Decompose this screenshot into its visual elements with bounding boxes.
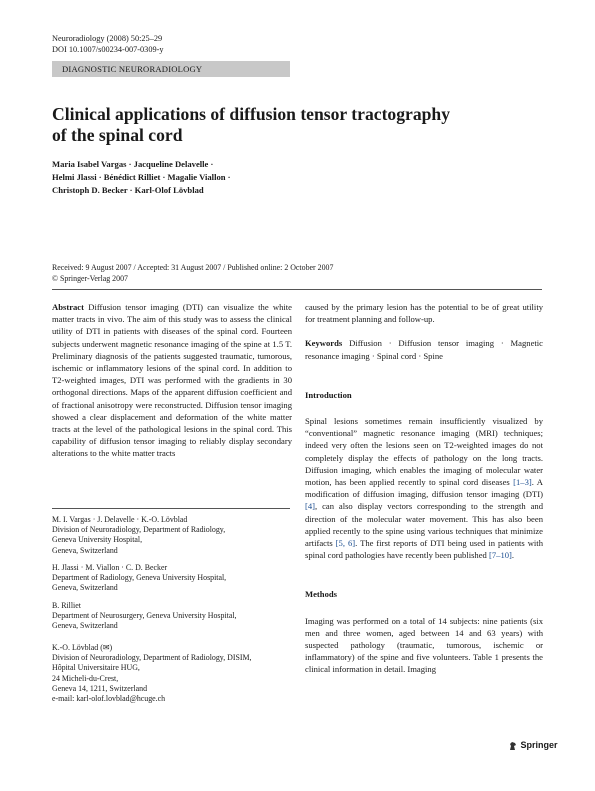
affiliation-names: H. Jlassi · M. Viallon · C. D. Becker: [52, 563, 168, 572]
citation-link[interactable]: [7–10]: [489, 550, 512, 561]
affiliation-email[interactable]: e-mail: karl-olof.lovblad@hcuge.ch: [52, 694, 166, 704]
intro-text-part: , can also display vectors corresponding to the strength and direction of the molecular water movement. This has also been applied recently to the spine using various techniques that minimize artifacts: [305, 501, 543, 549]
abstract: [52, 301, 292, 460]
affiliation-line: Division of Neuroradiology, Department of Radiology, DISIM,: [52, 653, 252, 663]
affiliation-line: Geneva, Switzerland: [52, 583, 118, 593]
author-list: [52, 158, 352, 197]
affiliation-line: Geneva University Hospital,: [52, 535, 143, 545]
author-line-3: Christoph D. Becker · Karl-Olof Lövblad: [52, 185, 204, 195]
affiliation-line: Hôpital Universitaire HUG,: [52, 663, 140, 673]
intro-text-part: Spinal lesions sometimes remain insufficiently visualized by “conventional” magnetic resonance imaging (MRI) techniques; indeed very often the lesions seen on T2-weighted images do not completely display the effects of pathology on the long tracts. Diffusion imaging, which enables the imaging of molecular water motion, has been applied recently to spinal cord diseases: [305, 416, 543, 488]
abstract-heading: Abstract: [52, 302, 84, 312]
methods-heading: Methods: [305, 589, 337, 600]
affiliation-line: Geneva 14, 1211, Switzerland: [52, 683, 148, 693]
affiliation-line: Geneva, Switzerland: [52, 621, 118, 631]
keywords: [305, 337, 543, 361]
citation-link[interactable]: [5, 6]: [335, 538, 356, 549]
copyright: © Springer-Verlag 2007: [52, 274, 128, 283]
affiliation-line: 24 Micheli-du-Crest,: [52, 673, 119, 683]
affiliation-1: [52, 515, 292, 556]
article-title: [52, 104, 512, 146]
intro-text-part: .: [511, 550, 515, 561]
affiliation-line: Department of Neurosurgery, Geneva University Hospital,: [52, 611, 237, 621]
affiliation-3: [52, 601, 292, 632]
journal-citation: Neuroradiology (2008) 50:25–29: [52, 34, 163, 43]
divider: [52, 289, 542, 290]
right-column: [305, 301, 543, 676]
methods-text: Imaging was performed on a total of 14 subjects: nine patients (six men and three women, aged between 14 and 63 years) with suspected pathology (traumatic, tumorous, ischemic or inflammatory) of the spine and five volunteers. Table 1 presents the clinical information in detail. Imaging: [305, 615, 543, 675]
received-dates: Received: 9 August 2007 / Accepted: 31 August 2007 / Published online: 2 October 2007: [52, 263, 334, 272]
citation-link[interactable]: [1–3]: [513, 477, 532, 488]
intro-text-part: . The first reports of DTI being used in patients with spinal cord pathologies have recently been published: [305, 538, 543, 561]
title-line-1: Clinical applications of diffusion tensor tractography: [52, 104, 450, 124]
section-banner: [52, 61, 290, 77]
keywords-heading: Keywords: [305, 338, 343, 349]
affiliation-divider: [52, 508, 290, 509]
affiliation-names: M. I. Vargas · J. Delavelle · K.-O. Lövblad: [52, 515, 188, 524]
affiliation-2: [52, 563, 292, 594]
section-label: DIAGNOSTIC NEURORADIOLOGY: [62, 64, 203, 74]
affiliation-line: Department of Radiology, Geneva University Hospital,: [52, 573, 227, 583]
author-line-1: Maria Isabel Vargas · Jacqueline Delavelle ·: [52, 159, 214, 169]
affiliation-names: K.-O. Lövblad (✉): [52, 643, 113, 652]
affiliation-line: Geneva, Switzerland: [52, 545, 118, 555]
springer-horse-icon: [508, 741, 518, 751]
introduction-heading: Introduction: [305, 389, 352, 400]
article-dates: [52, 262, 333, 284]
doi: DOI 10.1007/s00234-007-0309-y: [52, 45, 164, 54]
publisher-logo: [508, 740, 558, 751]
affiliation-names: B. Rilliet: [52, 601, 81, 610]
author-line-2: Helmi Jlassi · Bénédict Rilliet · Magalie Viallon ·: [52, 172, 231, 182]
introduction-text: [305, 415, 543, 561]
title-line-2: of the spinal cord: [52, 125, 183, 145]
publisher-name: Springer: [520, 740, 558, 750]
affiliation-4: [52, 643, 292, 704]
abstract-continuation: caused by the primary lesion has the potential to be of great utility for treatment planning and follow-up.: [305, 302, 543, 325]
affiliation-line: Division of Neuroradiology, Department of Radiology,: [52, 525, 226, 535]
intro-text-part: . A modification of diffusion imaging, diffusion tensor imaging (DTI): [305, 477, 544, 500]
citation-link[interactable]: [4]: [305, 501, 316, 512]
abstract-text: Diffusion tensor imaging (DTI) can visualize the white matter tracts in vivo. The aim of this study was to assess the clinical utility of DTI in patients with diseases of the spinal cord. Fourteen subjects underwent magnetic resonance imaging of the spine at 1.5 T. Preliminary diagnosis of the patients suggested traumatic, tumorous, ischemic or inflammatory lesions of the spinal cord. In addition to T2-weighted images, DTI was performed with the gradients in 30 orthogonal directions. Maps of the apparent diffusion coefficient and of fractional anisotropy were reconstructed. Diffusion tensor imaging showed a clear displacement and deformation of the white matter tracts at the level of the pathological lesions in the spinal cord. This capability of diffusion tensor imaging to reliably display secondary alterations to the white matter tracts: [52, 302, 292, 459]
keywords-text: Diffusion · Diffusion tensor imaging · Magnetic resonance imaging · Spinal cord · Spine: [305, 338, 543, 361]
